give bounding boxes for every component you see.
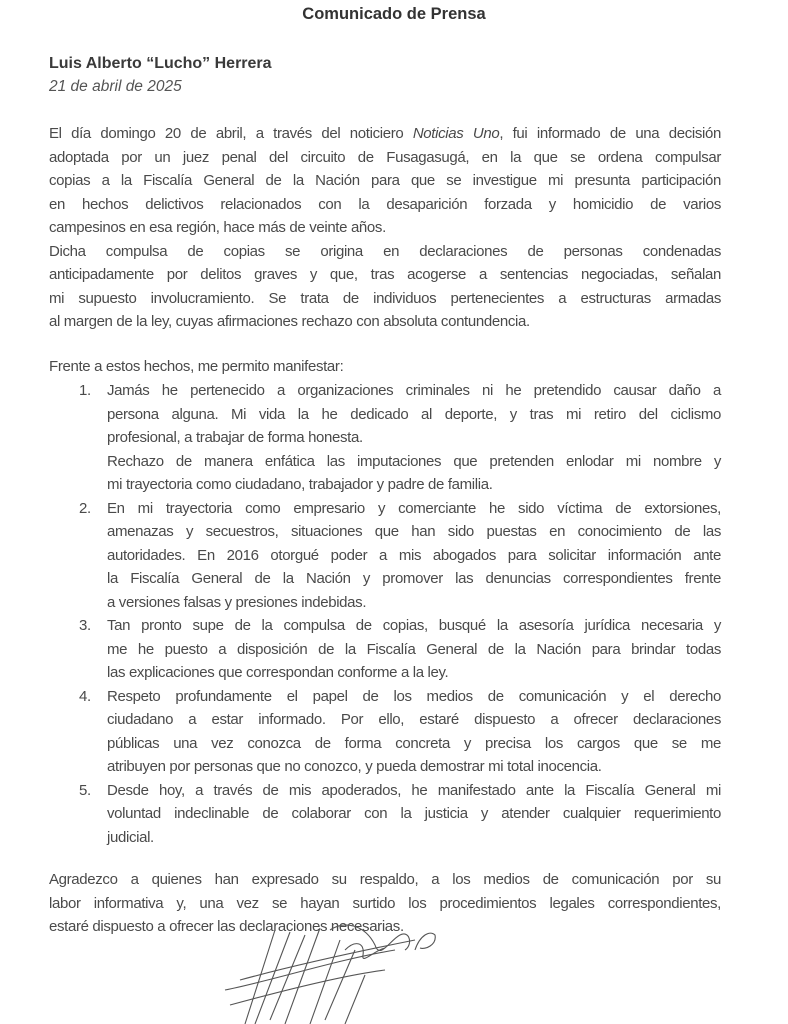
paragraph-line: labor informativa y, una vez se hayan surtido los procedimientos legales correspondientes, [49, 894, 721, 912]
list-item [79, 497, 721, 615]
paragraph-line: la Fiscalía General de la Nación y promover las denuncias correspondientes frente [107, 570, 721, 587]
list-number: 4. [79, 687, 91, 705]
signature [215, 920, 475, 1024]
list-number: 5. [79, 781, 91, 799]
paragraph-line: copias a la Fiscalía General de la Nación para que se investigue mi presunta participación [49, 172, 721, 189]
paragraph-line: Respeto profundamente el papel de los medios de comunicación y el derecho [107, 687, 721, 705]
paragraph-line [49, 122, 721, 146]
paragraph-line: campesinos en esa región, hace más de veinte años. [49, 219, 386, 236]
paragraph-line: Frente a estos hechos, me permito manifestar: [49, 358, 344, 375]
paragraph-line: voluntad indeclinable de colaborar con la justicia y atender cualquier requerimiento [107, 805, 721, 822]
list-number: 3. [79, 617, 91, 634]
paragraph-line: públicas una vez conozca de forma concreta y precisa los cargos que se me [107, 734, 721, 752]
text-run: , fui informado de una decisión [499, 125, 721, 142]
paragraph-line: judicial. [107, 828, 154, 846]
paragraph-line: mi trayectoria como ciudadano, trabajador y padre de familia. [107, 476, 493, 493]
document-title: Comunicado de Prensa [302, 5, 486, 23]
paragraph-line: persona alguna. Mi vida la he dedicado al deporte, y tras mi retiro del ciclismo [107, 405, 721, 423]
paragraph-line: estaré dispuesto a ofrecer las declaraciones necesarias. [49, 918, 404, 935]
paragraph-line: autoridades. En 2016 otorgué poder a mis abogados para solicitar información ante [107, 546, 721, 564]
paragraph-line: ciudadano a estar informado. Por ello, estaré dispuesto a ofrecer declaraciones [107, 711, 721, 728]
list-number: 2. [79, 499, 91, 517]
paragraph-line: amenazas y secuestros, situaciones que han sido puestas en conocimiento de las [107, 523, 721, 540]
text-run: El día domingo 20 de abril, a través del noticiero [49, 125, 413, 142]
paragraph-line: Tan pronto supe de la compulsa de copias, busqué la asesoría jurídica necesaria y [107, 617, 721, 634]
paragraph-line: anticipadamente por delitos graves y que, tras acogerse a sentencias negociadas, señalan [49, 266, 721, 283]
list-item [79, 779, 721, 850]
program-name: Noticias Uno [412, 125, 500, 142]
paragraph-line: profesional, a trabajar de forma honesta. [107, 429, 363, 446]
paragraph-line: en hechos delictivos relacionados con la desaparición forzada y homicidio de varios [49, 195, 721, 213]
list-number: 1. [79, 382, 91, 399]
list-item [79, 685, 721, 779]
paragraph-line: Jamás he pertenecido a organizaciones criminales ni he pretendido causar daño a [107, 382, 721, 399]
paragraph-line: me he puesto a disposición de la Fiscalía General de la Nación para brindar todas [107, 640, 721, 658]
list-item [79, 379, 721, 497]
author-name: Luis Alberto “Lucho” Herrera [49, 55, 272, 72]
paragraph-line: a versiones falsas y presiones indebidas. [107, 593, 367, 611]
intro-paragraphs [49, 122, 721, 334]
paragraph-line: adoptada por un juez penal del circuito de Fusagasugá, en la que se ordena compulsar [49, 148, 721, 166]
lead-in [49, 355, 721, 379]
paragraph-line: mi supuesto involucramiento. Se trata de individuos pertenecientes a estructuras armadas [49, 289, 721, 307]
numbered-list [79, 379, 721, 849]
list-item [79, 614, 721, 685]
paragraph-line: las explicaciones que correspondan conforme a la ley. [107, 664, 449, 681]
paragraph-line: Rechazo de manera enfática las imputaciones que pretenden enlodar mi nombre y [107, 452, 721, 470]
paragraph-line: En mi trayectoria como empresario y comerciante he sido víctima de extorsiones, [107, 499, 721, 517]
paragraph-line: Agradezco a quienes han expresado su respaldo, a los medios de comunicación por su [49, 871, 721, 888]
paragraph-line: Dicha compulsa de copias se origina en declaraciones de personas condenadas [49, 242, 721, 260]
paragraph-line: Desde hoy, a través de mis apoderados, he manifestado ante la Fiscalía General mi [107, 781, 721, 799]
document-date: 21 de abril de 2025 [49, 78, 182, 95]
paragraph-line: atribuyen por personas que no conozco, y pueda demostrar mi total inocencia. [107, 758, 602, 775]
paragraph-line: al margen de la ley, cuyas afirmaciones rechazo con absoluta contundencia. [49, 313, 530, 330]
